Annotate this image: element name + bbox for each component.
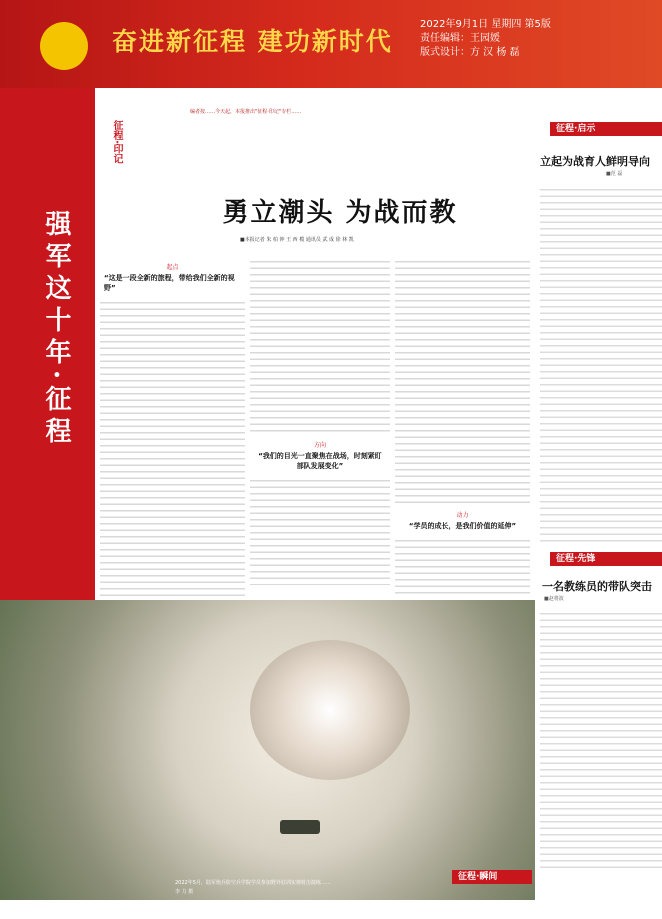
section1-title: 立起为战育人鲜明导向: [540, 155, 650, 168]
issue-editor: 责任编辑：王园媛: [420, 33, 500, 44]
issue-info: [420, 18, 551, 60]
issue-date: 2022年9月1日 星期四 第5版: [420, 19, 551, 30]
section1-author: ■范 磊: [606, 171, 623, 177]
section-3: [395, 256, 530, 595]
photo-credit: 李 力 摄: [175, 889, 194, 895]
section-3-kicker: 动力: [456, 512, 469, 519]
page-slogan: 奋进新征程 建功新时代: [112, 27, 393, 56]
section-3-body-bottom: [395, 535, 530, 595]
section2-body: [540, 608, 662, 868]
section-1-body: [100, 297, 245, 617]
section-2-headline: “我们的目光一直聚焦在战场，时刻紧盯部队发展变化”: [258, 452, 382, 470]
left-section-tag: 征程·印记: [111, 120, 122, 164]
intro-text: 编者按……今天起，本报推出"征程·印记"专栏……: [190, 109, 302, 115]
left-vertical-title: 强军这十年·征程: [41, 210, 71, 450]
section-1: [100, 256, 245, 617]
article-title: 勇立潮头 为战而教: [222, 198, 458, 228]
section1-tag: 征程·启示: [550, 122, 662, 136]
photo-caption-text: 2022年5月，陆军炮兵防空兵学院学员参加野外驻训实弹射击演练……: [175, 880, 331, 886]
section-3-body-top: [395, 256, 530, 506]
photo: [0, 600, 535, 900]
section-2: [250, 256, 390, 585]
explosion-plume: [250, 640, 410, 780]
section-2-kicker: 方向: [313, 442, 326, 449]
page-header: [0, 0, 662, 88]
section2-author: ■赵将波: [544, 596, 564, 602]
section3-tag: 征程·瞬间: [452, 870, 532, 884]
article-byline: ■本报记者 朱 柏 钟 王 西 模 通讯员 武 成 徐 林 凯: [240, 237, 354, 243]
article-body: [100, 256, 530, 656]
right-column: [540, 88, 662, 919]
section-1-kicker: 起点: [166, 264, 179, 271]
section-1-headline: “这是一段全新的旅程，带给我们全新的视野”: [104, 274, 235, 292]
tank-silhouette: [280, 820, 320, 834]
section-2-body-top: [250, 256, 390, 436]
party-emblem-icon: [40, 22, 88, 70]
photo-caption: [175, 880, 475, 895]
section-3-headline: “学员的成长，是我们价值的延伸”: [408, 522, 517, 530]
section2-tag: 征程·先锋: [550, 552, 662, 566]
section-2-body-bottom: [250, 475, 390, 585]
section2-title: 一名教练员的带队突击: [542, 580, 652, 593]
issue-designer: 版式设计：方 汉 杨 磊: [420, 47, 520, 58]
section1-body: [540, 184, 662, 544]
